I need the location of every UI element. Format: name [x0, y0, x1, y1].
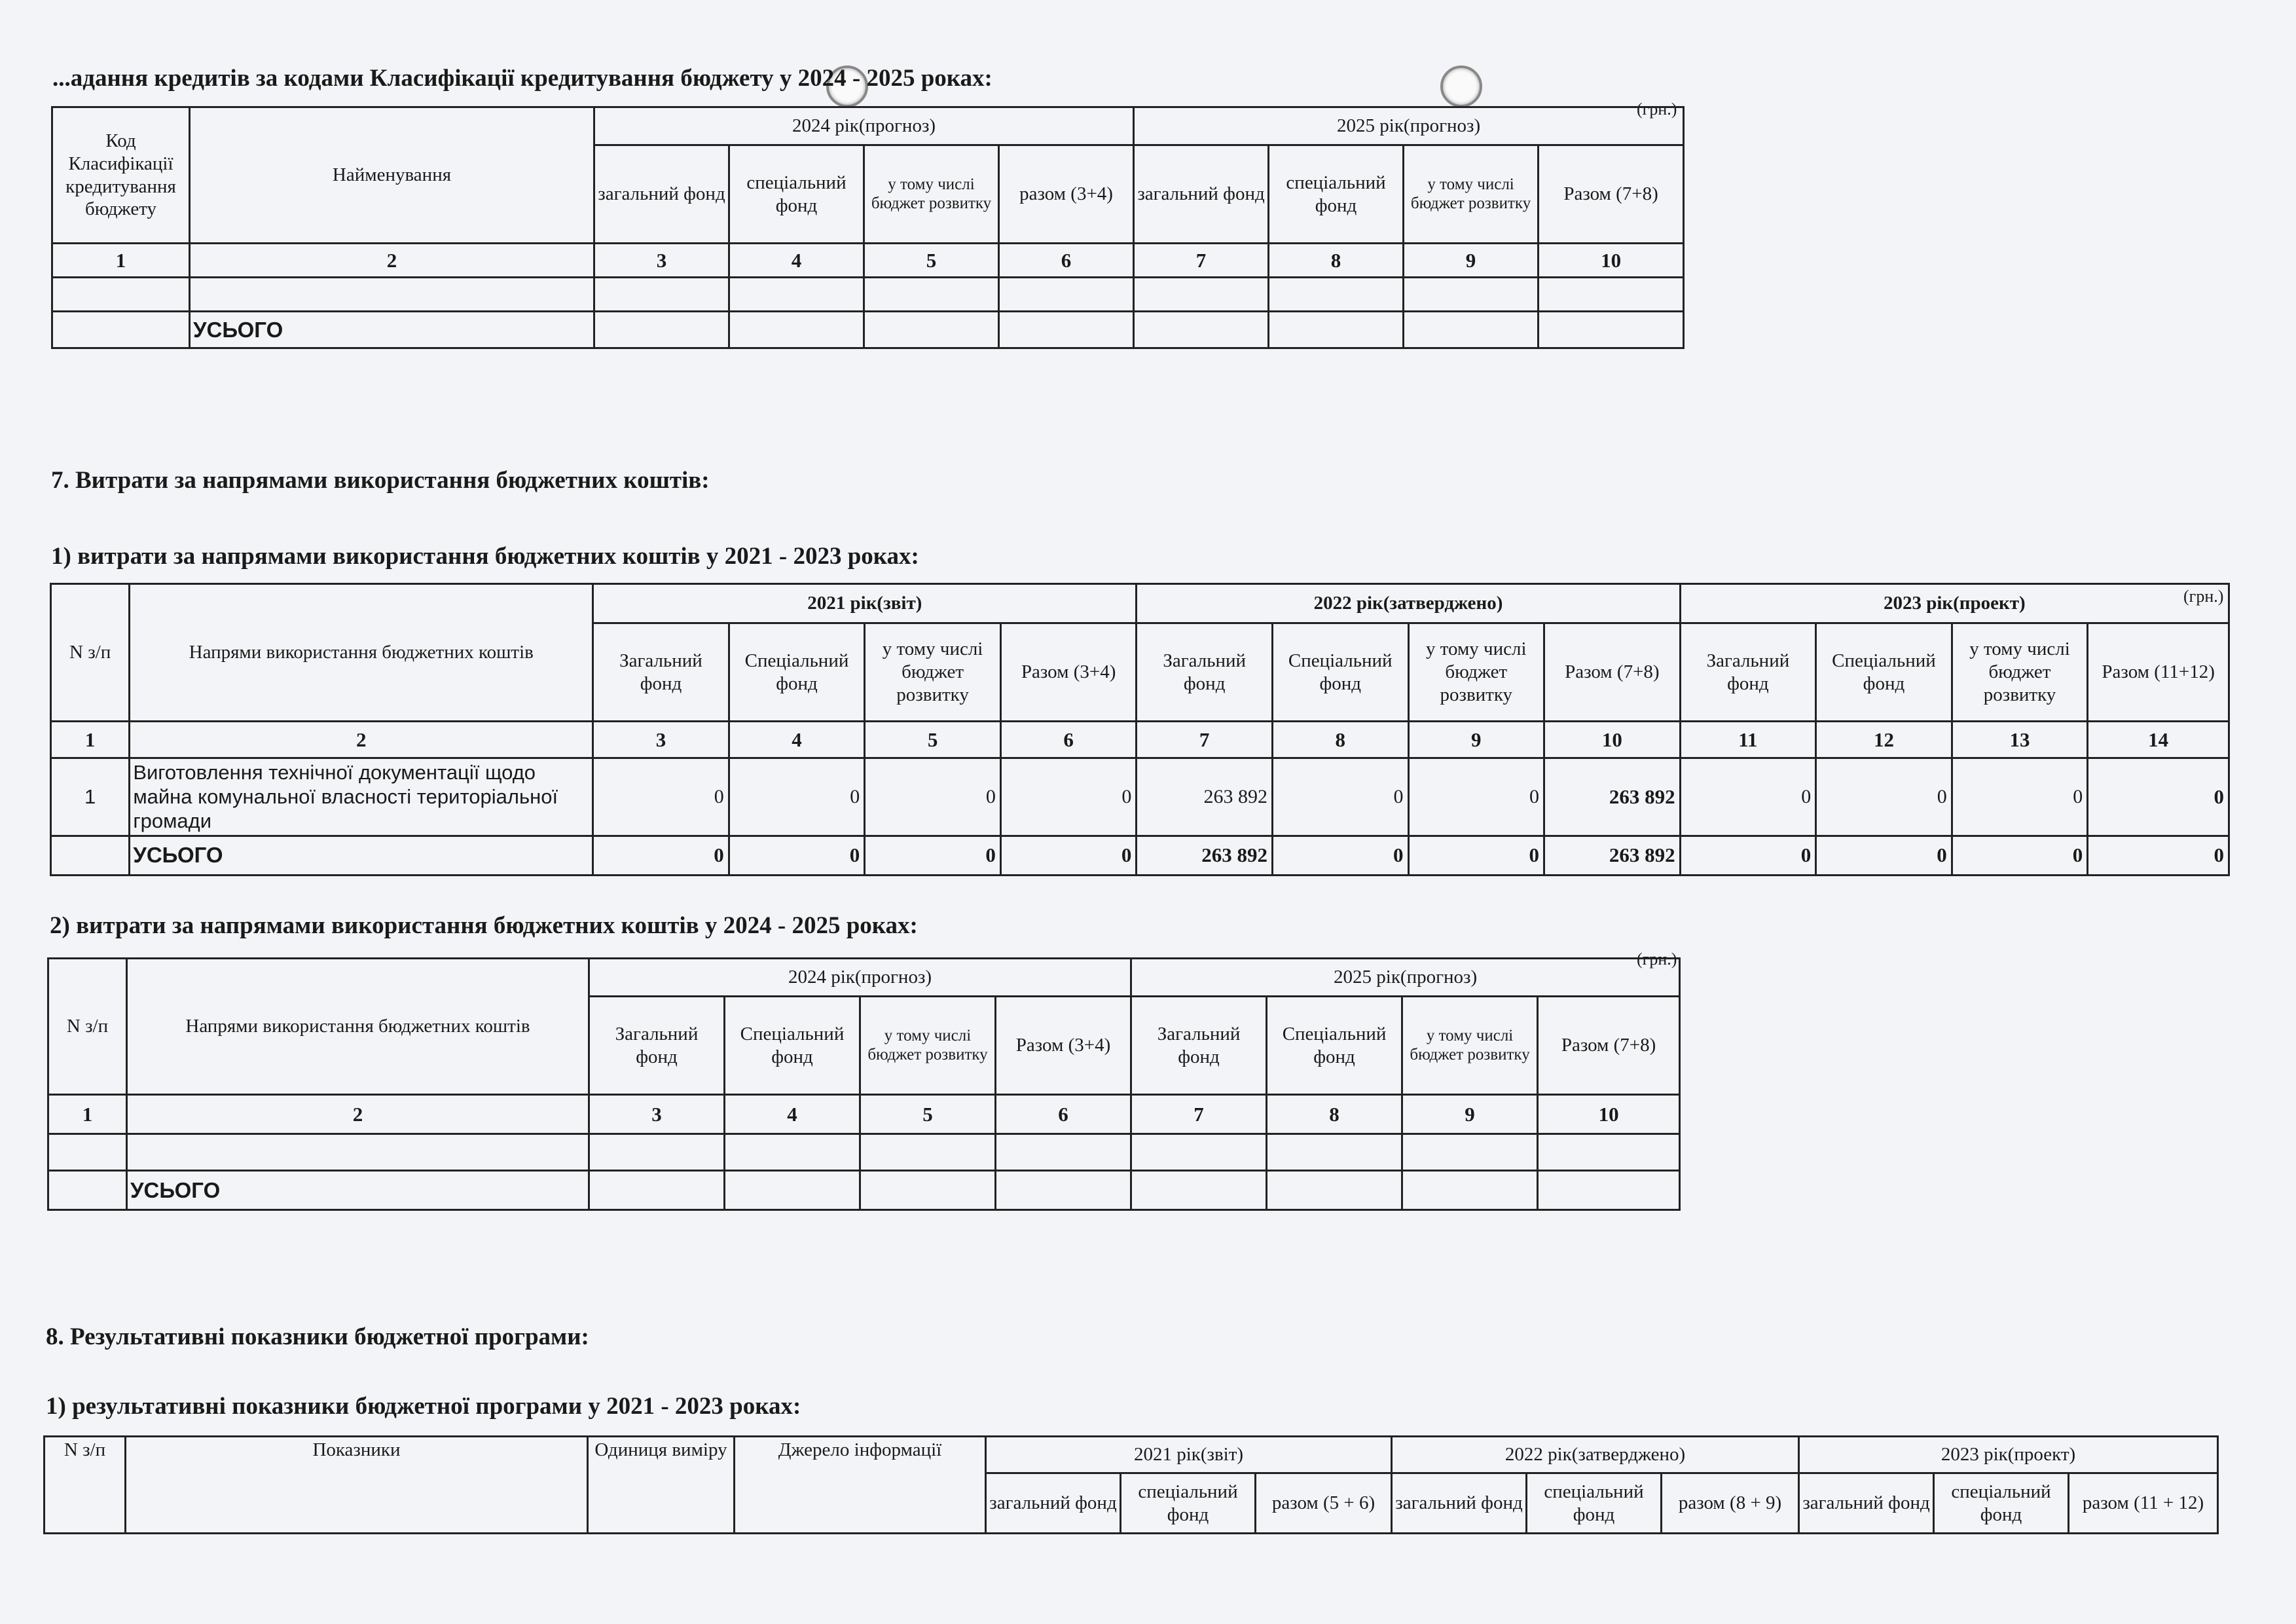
- total-value: 0: [1952, 836, 2088, 875]
- row-direction: Виготовлення технічної документації щодо майна комунальної власності територіальної громади: [130, 758, 593, 836]
- header-n: N з/п: [48, 959, 127, 1095]
- header-n: N з/п: [45, 1437, 126, 1534]
- total-value: 263 892: [1544, 836, 1681, 875]
- header-code: Код Класифікації кредитування бюджету: [52, 107, 190, 244]
- header-source: Джерело інформації: [735, 1437, 986, 1534]
- total-value: 0: [593, 836, 729, 875]
- cell-value: 0: [865, 758, 1001, 836]
- col-number: 1: [52, 244, 190, 278]
- section7-sub2-title: 2) витрати за напрямами використання бюджетних коштів у 2024 - 2025 роках:: [50, 912, 918, 939]
- cell-value: 0: [593, 758, 729, 836]
- col-number: 2: [130, 722, 593, 758]
- header-indicator: Показники: [126, 1437, 588, 1534]
- section7-sub1-unit: (грн.): [2183, 587, 2224, 606]
- cell-value: 0: [1272, 758, 1408, 836]
- total-row: [52, 312, 1684, 348]
- header-incl-dev: у тому числі бюджет розвитку: [1952, 623, 2088, 722]
- header-special: спеціальний фонд: [1934, 1473, 2069, 1534]
- expenses-table-2024-2025: [47, 957, 1681, 1211]
- col-number: 5: [865, 722, 1001, 758]
- total-row: [51, 836, 2229, 875]
- header-sum: разом (11 + 12): [2069, 1473, 2218, 1534]
- section8-sub1-title: 1) результативні показники бюджетної програми у 2021 - 2023 роках:: [46, 1393, 801, 1420]
- cell-value: 0: [2088, 758, 2229, 836]
- header-year-2021: 2021 рік(звіт): [593, 584, 1137, 623]
- header-incl-dev: у тому числі бюджет розвитку: [1402, 997, 1538, 1095]
- header-special: спеціальний фонд: [1269, 145, 1404, 244]
- header-sum: разом (8 + 9): [1662, 1473, 1799, 1534]
- punch-hole: [1440, 65, 1482, 107]
- col-number: 14: [2088, 722, 2229, 758]
- col-number: 8: [1269, 244, 1404, 278]
- col-number: 6: [999, 244, 1134, 278]
- total-label: УСЬОГО: [190, 312, 594, 348]
- empty-row: [48, 1134, 1680, 1171]
- col-number: 6: [1000, 722, 1137, 758]
- cell-value: 0: [1952, 758, 2088, 836]
- indicators-table-2021-2023: [43, 1435, 2219, 1534]
- cell-value: 0: [1816, 758, 1952, 836]
- col-number: 8: [1272, 722, 1408, 758]
- col-number: 13: [1952, 722, 2088, 758]
- col-number: 7: [1131, 1095, 1267, 1134]
- section8-title: 8. Результативні показники бюджетної програми:: [46, 1323, 589, 1350]
- col-number: 10: [1539, 244, 1684, 278]
- table-row: [51, 758, 2229, 836]
- total-value: 0: [1272, 836, 1408, 875]
- header-year-2023: 2023 рік(проект): [1799, 1437, 2218, 1473]
- total-value: 0: [1680, 836, 1816, 875]
- header-year-2022: 2022 рік(затверджено): [1137, 584, 1680, 623]
- header-special: спеціальний фонд: [729, 145, 864, 244]
- header-special: Спеціальний фонд: [1272, 623, 1408, 722]
- cell-value: 0: [1680, 758, 1816, 836]
- header-special: Спеціальний фонд: [725, 997, 860, 1095]
- header-incl-dev: у тому числі бюджет розвитку: [1404, 145, 1539, 244]
- header-sum: Разом (7+8): [1539, 145, 1684, 244]
- col-number: 8: [1267, 1095, 1402, 1134]
- header-sum: разом (3+4): [999, 145, 1134, 244]
- header-general: загальний фонд: [1134, 145, 1269, 244]
- header-sum: Разом (11+12): [2088, 623, 2229, 722]
- cell-value: 0: [1408, 758, 1544, 836]
- credit-table-2024-2025: [51, 106, 1685, 349]
- header-general: Загальний фонд: [1131, 997, 1267, 1095]
- empty-row: [52, 278, 1684, 312]
- header-incl-dev: у тому числі бюджет розвитку: [1408, 623, 1544, 722]
- col-number: 2: [190, 244, 594, 278]
- header-year-2025: 2025 рік(прогноз): [1134, 107, 1684, 145]
- cell-value: 0: [1000, 758, 1137, 836]
- header-year-2024: 2024 рік(прогноз): [594, 107, 1134, 145]
- header-special: Спеціальний фонд: [1816, 623, 1952, 722]
- header-general: Загальний фонд: [1137, 623, 1273, 722]
- col-number: 2: [127, 1095, 589, 1134]
- header-year-2024: 2024 рік(прогноз): [589, 959, 1131, 997]
- header-incl-dev: у тому числі бюджет розвитку: [860, 997, 996, 1095]
- header-special: спеціальний фонд: [1121, 1473, 1256, 1534]
- col-number: 9: [1402, 1095, 1538, 1134]
- header-general: загальний фонд: [986, 1473, 1121, 1534]
- total-value: 0: [2088, 836, 2229, 875]
- cell-value: 0: [729, 758, 865, 836]
- col-number: 6: [996, 1095, 1131, 1134]
- total-value: 0: [1816, 836, 1952, 875]
- row-number: 1: [51, 758, 130, 836]
- header-year-2021: 2021 рік(звіт): [986, 1437, 1392, 1473]
- header-direction: Напрями використання бюджетних коштів: [127, 959, 589, 1095]
- col-number: 9: [1404, 244, 1539, 278]
- header-general: Загальний фонд: [593, 623, 729, 722]
- header-general: загальний фонд: [1799, 1473, 1934, 1534]
- col-number: 12: [1816, 722, 1952, 758]
- col-number: 5: [860, 1095, 996, 1134]
- header-general: загальний фонд: [594, 145, 729, 244]
- header-name: Найменування: [190, 107, 594, 244]
- total-value: 0: [729, 836, 865, 875]
- section6-unit: (грн.): [1637, 100, 1677, 119]
- header-general: загальний фонд: [1392, 1473, 1527, 1534]
- col-number: 7: [1137, 722, 1273, 758]
- total-value: 263 892: [1137, 836, 1273, 875]
- section7-title: 7. Витрати за напрямами використання бюджетних коштів:: [51, 467, 710, 494]
- col-number: 5: [864, 244, 999, 278]
- header-special: спеціальний фонд: [1527, 1473, 1662, 1534]
- section6-title: ...адання кредитів за кодами Класифікації кредитування бюджету у 2024 - 2025 роках:: [52, 65, 993, 92]
- expenses-table-2021-2023: [50, 583, 2230, 876]
- total-label: УСЬОГО: [127, 1171, 589, 1210]
- total-value: 0: [1408, 836, 1544, 875]
- header-sum: Разом (3+4): [996, 997, 1131, 1095]
- total-row: [48, 1171, 1680, 1210]
- col-number: 7: [1134, 244, 1269, 278]
- header-sum: Разом (7+8): [1544, 623, 1681, 722]
- total-value: 0: [1000, 836, 1137, 875]
- header-year-2022: 2022 рік(затверджено): [1392, 1437, 1799, 1473]
- header-special: Спеціальний фонд: [729, 623, 865, 722]
- cell-value: 263 892: [1544, 758, 1681, 836]
- header-incl-dev: у тому числі бюджет розвитку: [864, 145, 999, 244]
- total-label: УСЬОГО: [130, 836, 593, 875]
- col-number: 1: [48, 1095, 127, 1134]
- header-general: Загальний фонд: [1680, 623, 1816, 722]
- col-number: 4: [725, 1095, 860, 1134]
- header-direction: Напрями використання бюджетних коштів: [130, 584, 593, 722]
- header-sum: Разом (3+4): [1000, 623, 1137, 722]
- col-number: 11: [1680, 722, 1816, 758]
- col-number: 3: [593, 722, 729, 758]
- col-number: 1: [51, 722, 130, 758]
- col-number: 9: [1408, 722, 1544, 758]
- col-number: 4: [729, 244, 864, 278]
- header-sum: разом (5 + 6): [1256, 1473, 1392, 1534]
- cell-value: 263 892: [1137, 758, 1273, 836]
- section7-sub1-title: 1) витрати за напрямами використання бюджетних коштів у 2021 - 2023 роках:: [51, 543, 919, 570]
- header-year-2025: 2025 рік(прогноз): [1131, 959, 1680, 997]
- header-unit: Одиниця виміру: [588, 1437, 735, 1534]
- col-number: 4: [729, 722, 865, 758]
- total-value: 0: [865, 836, 1001, 875]
- header-special: Спеціальний фонд: [1267, 997, 1402, 1095]
- col-number: 3: [594, 244, 729, 278]
- header-general: Загальний фонд: [589, 997, 725, 1095]
- header-n: N з/п: [51, 584, 130, 722]
- header-sum: Разом (7+8): [1538, 997, 1680, 1095]
- col-number: 10: [1544, 722, 1681, 758]
- header-incl-dev: у тому числі бюджет розвитку: [865, 623, 1001, 722]
- col-number: 10: [1538, 1095, 1680, 1134]
- col-number: 3: [589, 1095, 725, 1134]
- header-year-2023: 2023 рік(проект): [1680, 584, 2229, 623]
- section7-sub2-unit: (грн.): [1637, 950, 1677, 969]
